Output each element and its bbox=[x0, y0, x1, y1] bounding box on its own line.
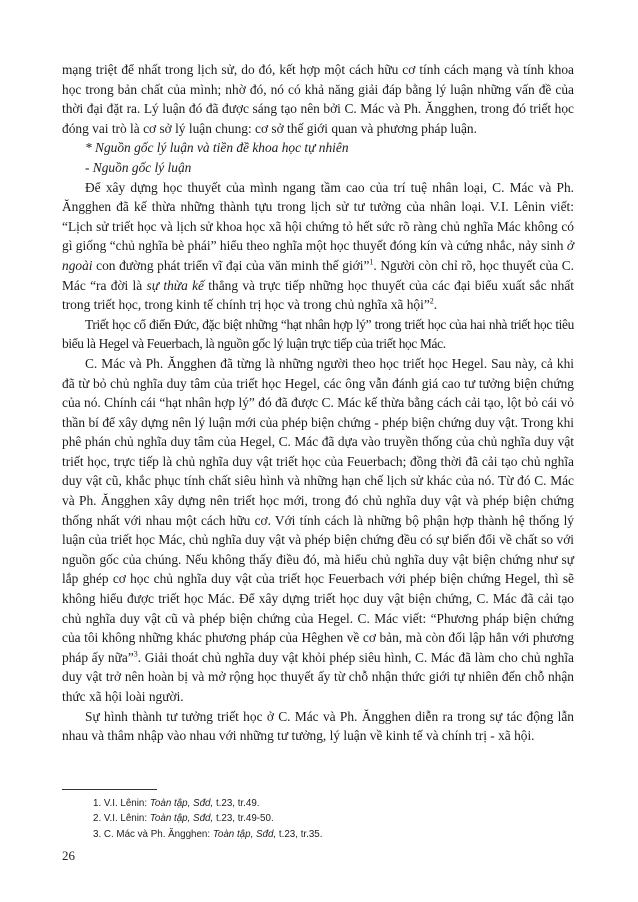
heading-text: * Nguồn gốc lý luận và tiền đề khoa học tự nhiên bbox=[85, 140, 349, 156]
text-run: t.23, tr.49. bbox=[213, 798, 260, 809]
footnote-ref[interactable]: 1 bbox=[369, 257, 374, 267]
footnote-ref[interactable]: 3 bbox=[133, 649, 138, 659]
subsection-heading bbox=[62, 158, 574, 178]
text-run: 1. V.I. Lênin: bbox=[93, 798, 150, 809]
footnote-2 bbox=[93, 811, 573, 826]
footnote-divider bbox=[62, 789, 157, 790]
paragraph-german-philosophy bbox=[62, 315, 574, 354]
italic-run: Toàn tập, Sđd, bbox=[149, 798, 214, 809]
text-run: . Giải thoát chủ nghĩa duy vật khỏi phép siêu hình, C. Mác đã làm cho chủ nghĩa duy vật trở nên hoàn bị và mở rộng học thuyết ấy từ chỗ nhận thức giới tự nhiên đến chỗ nhận thức xã hội loài người. bbox=[62, 649, 575, 704]
paragraph-hegel-feuerbach bbox=[62, 354, 574, 707]
text-run: C. Mác và Ph. Ăngghen đã từng là những người theo học triết học Hegel. Sau này, cả khi đã từ bỏ chủ nghĩa duy tâm của triết học Hegel, các ông vẫn đánh giá cao tư tưởng biện chứng của nó. Chính cái “hạt nhân hợp lý” đó đã được C. Mác kế thừa bằng cách cải tạo, lột bỏ cái vỏ thần bí để xây dựng nên lý luận mới của phép biện chứng - phép biện chứng duy vật. Trong khi phê phán chủ nghĩa duy tâm của Hegel, C. Mác đã dựa vào truyền thống của chủ nghĩa duy vật triết học, trực tiếp là chủ nghĩa duy vật triết học của Feuerbach; đồng thời đã cải tạo chủ nghĩa duy vật cũ, khắc phục tính chất siêu hình và những hạn chế lịch sử khác của nó. Từ đó C. Mác và Ph. Ăngghen xây dựng nên triết học mới, trong đó chủ nghĩa duy vật và phép biện chứng thống nhất với nhau một cách hữu cơ. Với tính cách là những bộ phận hợp thành hệ thống lý luận của triết học Mác, chủ nghĩa duy vật và phép biện chứng đều có sự biến đổi về chất so với nguồn gốc của chúng. Nếu không thấy điều đó, mà hiểu chủ nghĩa duy vật biện chứng như sự lắp ghép cơ học chủ nghĩa duy vật của triết học Feuerbach với phép biện chứng Hegel, thì sẽ không hiểu được triết học Mác. Để xây dựng triết học duy vật biện chứng, C. Mác đã cải tạo chủ nghĩa duy vật cũ và phép biện chứng của Hegel. C. Mác viết: “Phương pháp biện chứng của tôi không những khác phương pháp của Hêghen về cơ bản, mà còn đối lập hẳn với phương pháp ấy nữa” bbox=[62, 355, 574, 665]
text-run: thẳng và trực tiếp những học thuyết của các đại biểu xuất sắc nhất trong triết học, trong kinh tế chính trị học và trong chủ nghĩa xã hội” bbox=[62, 277, 574, 313]
text-run: 3. C. Mác và Ph. Ăngghen: bbox=[93, 828, 213, 840]
body-text bbox=[62, 60, 574, 746]
italic-run: sự thừa kế bbox=[146, 277, 204, 293]
paragraph-formation bbox=[62, 707, 574, 746]
text-run: Triết học cổ điển Đức, đặc biệt những “hạt nhân hợp lý” trong triết học của hai nhà triết học tiêu biểu là Hegel và Feuerbach, là nguồn gốc lý luận trực tiếp của triết học Mác. bbox=[62, 316, 574, 352]
footnote-1 bbox=[93, 796, 573, 811]
text-run: t.23, tr.35. bbox=[276, 828, 323, 840]
text-run: con đường phát triển vĩ đại của văn minh thế giới” bbox=[92, 257, 370, 273]
text-run: Sự hình thành tư tưởng triết học ở C. Mác và Ph. Ăngghen diễn ra trong sự tác động lẫn nhau và thâm nhập vào nhau với những tư tưởng, lý luận về kinh tế và chính trị - xã hội. bbox=[62, 708, 574, 744]
text-run: 2. V.I. Lênin: bbox=[93, 813, 150, 825]
text-run: . bbox=[433, 297, 438, 313]
footnote-3 bbox=[93, 827, 573, 842]
italic-run: Toàn tập, Sđd, bbox=[149, 813, 214, 825]
paragraph-text: mạng triệt để nhất trong lịch sử, do đó, kết hợp một cách hữu cơ tính cách mạng và tính khoa học trong bản chất của mình; nhờ đó, nó có khả năng giải đáp bằng lý luận những vấn đề của thời đại đặt ra. Lý luận đó đã được sáng tạo nên bởi C. Mác và Ph. Ăngghen, trong đó triết học đóng vai trò là cơ sở lý luận chung: cơ sở thế giới quan và phương pháp luận. bbox=[62, 62, 574, 136]
footnotes bbox=[93, 796, 573, 842]
italic-run: ở ngoài bbox=[62, 238, 574, 273]
text-run: t.23, tr.49-50. bbox=[213, 813, 274, 825]
subheading-text: - Nguồn gốc lý luận bbox=[85, 159, 192, 175]
paragraph-lenin-quote bbox=[62, 178, 574, 315]
text-run: . Người còn chỉ rõ, học thuyết của C. Mác “ra đời là bbox=[62, 257, 574, 293]
footnote-ref[interactable]: 2 bbox=[429, 296, 434, 306]
section-heading bbox=[62, 138, 574, 158]
paragraph-continued bbox=[62, 60, 574, 138]
italic-run: Toàn tập, Sđd, bbox=[212, 828, 277, 840]
page-number: 26 bbox=[62, 848, 75, 863]
text-run: Để xây dựng học thuyết của mình ngang tầm cao của trí tuệ nhân loại, C. Mác và Ph. Ăngghen đã kế thừa những thành tựu trong lịch sử tư tưởng của nhân loại. V.I. Lênin viết: “Lịch sử triết học và lịch sử khoa học xã hội chứng tỏ hết sức rõ ràng chủ nghĩa Mác không có gì giống “chủ nghĩa bè phái” hiểu theo nghĩa một học thuyết đóng kín và cứng nhắc, nảy sinh bbox=[62, 179, 574, 254]
